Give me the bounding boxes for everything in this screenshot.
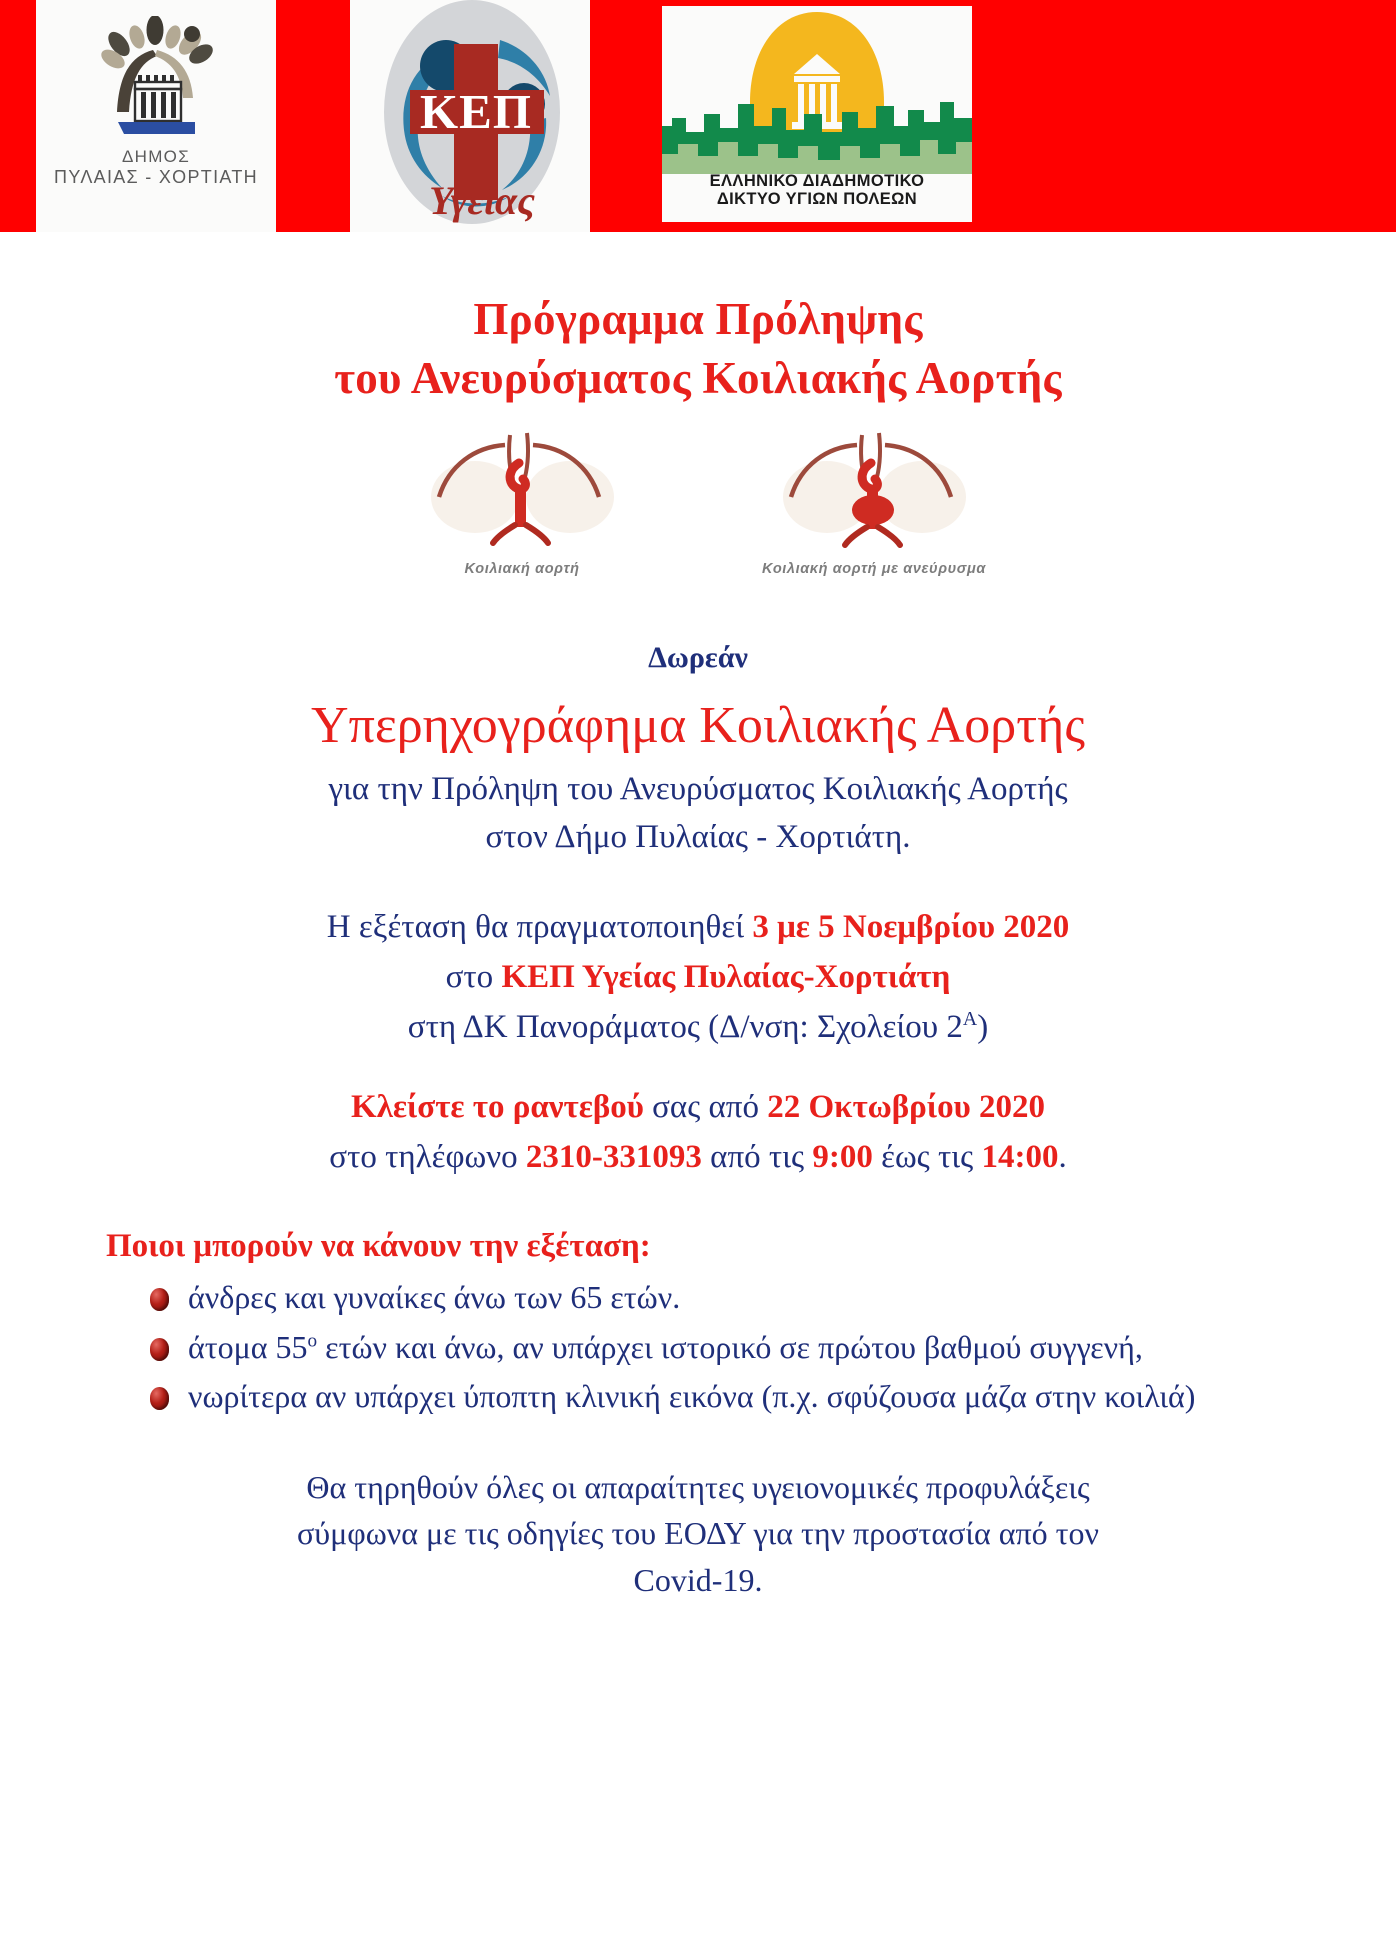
covid-note-line-1: Θα τηρηθούν όλες οι απαραίτητες υγειονομικές προφυλάξεις (306, 1468, 1090, 1505)
offer-headline: Υπερηχογράφημα Κοιλιακής Αορτής (311, 696, 1085, 754)
covid-note-line-2: σύμφωνα με τις οδηγίες του ΕΟΔΥ για την προστασία από τον (297, 1515, 1099, 1552)
municipality-line1: ΔΗΜΟΣ (121, 147, 191, 166)
offer-subline (80, 766, 1316, 862)
network-line1: ΕΛΛΗΝΙΚΟ ΔΙΑΔΗΜΟΤΙΚΟ (709, 172, 925, 190)
aneurysm-abdominal-aorta-illustration (757, 423, 992, 555)
exam-dates: 3 με 5 Νοεμβρίου 2020 (752, 908, 1070, 945)
eligibility-list (80, 1275, 1316, 1419)
normal-abdominal-aorta-illustration (405, 423, 640, 555)
venue-name: ΚΕΠ Υγείας Πυλαίας-Χορτιάτη (501, 958, 951, 995)
address-suffix: ) (977, 1008, 989, 1045)
venue-prefix: στο (445, 958, 494, 995)
covid-precautions-note (80, 1464, 1316, 1603)
anatomy-figures (80, 423, 1316, 577)
booking-line-2 (80, 1132, 1316, 1182)
olive-tree-temple-icon (91, 16, 221, 144)
bullet-sphere-icon (150, 1288, 169, 1311)
phone-number[interactable]: 2310-331093 (525, 1139, 702, 1176)
address-line (80, 1002, 1316, 1052)
municipality-logo-text (54, 147, 258, 188)
exam-prefix: Η εξέταση θα πραγματοποιηθεί (326, 908, 745, 945)
healthy-cities-network-logo (662, 6, 972, 222)
offer-subline-1: για την Πρόληψη του Ανευρύσματος Κοιλιακής Αορτής (328, 770, 1068, 807)
red-cross-people-icon (350, 0, 590, 232)
eligibility-section (80, 1228, 1316, 1419)
figure-caption-aneurysm: Κοιλιακή αορτή με ανεύρυσμα (762, 560, 986, 577)
figure-normal-aorta (392, 423, 652, 577)
sun-city-temple-icon (662, 6, 972, 174)
figure-aneurysm-aorta (744, 423, 1004, 577)
address-superscript: Α (962, 1007, 978, 1030)
venue-line (80, 952, 1316, 1002)
phone-prefix: στο τηλέφωνο (329, 1139, 518, 1176)
eligibility-item-2-suffix: ετών και άνω, αν υπάρχει ιστορικό σε πρώτου βαθμού συγγενή, (317, 1328, 1143, 1365)
eligibility-item-3-text: νωρίτερα αν υπάρχει ύποπτη κλινική εικόνα (π.χ. σφύζουσα μάζα στην κοιλιά) (188, 1378, 1196, 1415)
figure-caption-normal: Κοιλιακή αορτή (464, 560, 580, 577)
eligibility-item-3 (150, 1374, 1316, 1419)
booking-line-1 (80, 1082, 1316, 1132)
bullet-sphere-icon (150, 1338, 169, 1361)
municipality-logo (36, 0, 276, 232)
title-line-1: Πρόγραμμα Πρόληψης (473, 294, 923, 344)
header-logo-band (0, 0, 1396, 232)
hours-start: 9:00 (812, 1139, 873, 1176)
title-line-2: του Ανευρύσματος Κοιλιακής Αορτής (334, 353, 1062, 404)
hours-period: . (1058, 1139, 1067, 1176)
hours-mid-2: έως τις (881, 1139, 974, 1176)
kep-health-logo (350, 0, 590, 232)
network-line2: ΔΙΚΤΥΟ ΥΓΙΩΝ ΠΟΛΕΩΝ (716, 190, 918, 209)
eligibility-title: Ποιοι μπορούν να κάνουν την εξέταση: (106, 1228, 651, 1265)
svg-text:Υγείας: Υγείας (429, 178, 535, 223)
booking-start-date: 22 Οκτωβρίου 2020 (767, 1089, 1045, 1126)
eligibility-item-1-text: άνδρες και γυναίκες άνω των 65 ετών. (188, 1279, 681, 1316)
offer-subline-2: στον Δήμο Πυλαίας - Χορτιάτη. (485, 818, 911, 855)
poster-body (0, 290, 1396, 1603)
eligibility-item-2-prefix: άτομα 55 (188, 1328, 308, 1365)
covid-note-line-3: Covid-19. (633, 1561, 763, 1598)
exam-schedule-line (80, 902, 1316, 952)
address-prefix: στη ΔΚ Πανοράματος (Δ/νση: Σχολείου 2 (407, 1008, 963, 1045)
eligibility-item-1 (150, 1275, 1316, 1320)
free-label: Δωρεάν (648, 640, 748, 674)
municipality-line2: ΠΥΛΑΙΑΣ - ΧΟΡΤΙΑΤΗ (54, 167, 258, 188)
booking-mid: σας από (652, 1089, 759, 1126)
svg-text:ΚΕΠ: ΚΕΠ (420, 84, 532, 139)
hours-mid: από τις (710, 1139, 805, 1176)
bullet-sphere-icon (150, 1387, 169, 1410)
network-logo-text (662, 172, 972, 209)
eligibility-item-2-superscript: ο (307, 1330, 318, 1352)
eligibility-item-2 (150, 1325, 1316, 1370)
booking-prefix: Κλείστε το ραντεβού (351, 1089, 644, 1126)
poster-title (80, 290, 1316, 409)
hours-end: 14:00 (981, 1139, 1059, 1176)
